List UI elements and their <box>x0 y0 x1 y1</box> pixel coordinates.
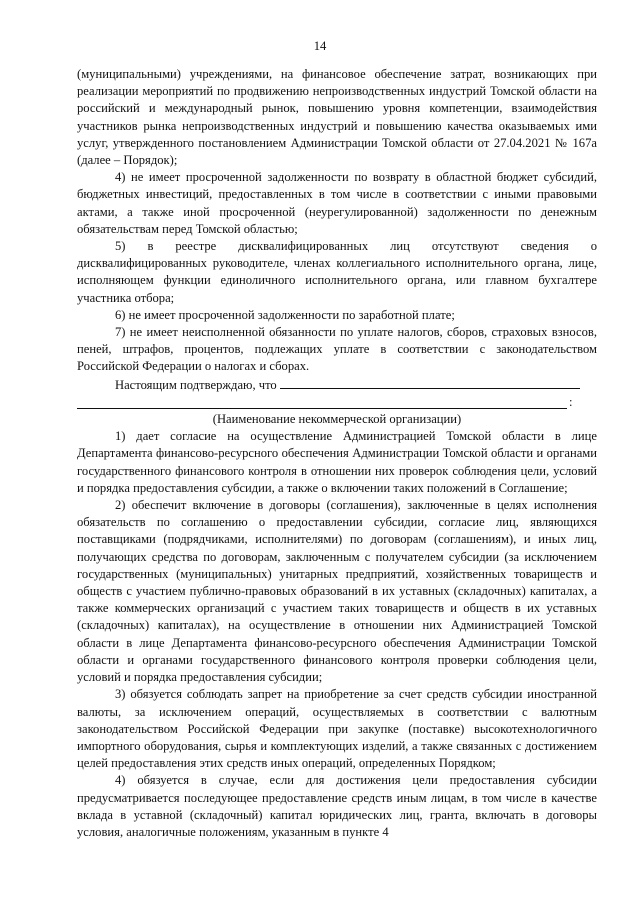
organization-name-blank[interactable] <box>280 376 580 389</box>
paragraph-porядок-reference: (муниципальными) учреждениями, на финансовое обеспечение затрат, возникающих при реализации мероприятий по продвижению непроизводственных индустрий Томской области на российский и международный рынок, повышению уровня компетенции, взаимодействия участников рынка непроизводственных индустрий и повышению качества оказываемых ими услуг, утвержденного постановлением Администрации Томской области от 27.04.2021 № 167а (далее – Порядок); <box>77 67 597 168</box>
blank-colon: : <box>569 394 573 409</box>
paragraph-consent-1: 1) дает согласие на осуществление Администрацией Томской области в лице Департамента финансово-ресурсного обеспечения Администрации Томской области и органами государственного финансового контроля в отношении них проверок соблюдения цели, условий и порядка предоставления субсидии, а также о включении таких положений в Соглашение; <box>77 429 597 495</box>
document-body <box>77 66 597 841</box>
paragraph-item-7-taxes: 7) не имеет неисполненной обязанности по уплате налогов, сборов, страховых взносов, пеней, штрафов, процентов, подлежащих уплате в соответствии с законодательством Российской Федерации о налогах и сборах. <box>77 325 597 374</box>
confirmation-lead-text: Настоящим подтверждаю, что <box>115 377 277 392</box>
paragraph-item-6-salary: 6) не имеет просроченной задолженности по заработной плате; <box>115 307 455 322</box>
confirmation-line <box>77 376 597 394</box>
organization-name-caption: (Наименование некоммерческой организации) <box>212 412 462 427</box>
organization-name-blank-rule[interactable] <box>77 408 567 409</box>
paragraph-consent-4: 4) обязуется в случае, если для достижения цели предоставления субсидии предусматривается последующее предоставление средств иным лицам, в том числе в качестве вклада в уставной (складочный) капитал юридических лиц, гранта, включать в договоры условия, аналогичные положениям, указанным в пункте 4 <box>77 773 597 839</box>
paragraph-item-4-debt: 4) не имеет просроченной задолженности по возврату в областной бюджет субсидий, бюджетных инвестиций, предоставленных в том числе в соответствии с иными правовыми актами, а также иной просроченной (неурегулированной) задолженности по денежным обязательствам перед Томской областью; <box>77 170 597 236</box>
page-number: 14 <box>313 39 327 53</box>
paragraph-item-5-disqualified: 5) в реестре дисквалифицированных лиц отсутствуют сведения о дисквалифицированных руководителе, членах коллегиального исполнительного органа, лице, исполняющем функции единоличного исполнительного органа, или главном бухгалтере участника отбора; <box>77 239 597 305</box>
paragraph-consent-2: 2) обеспечит включение в договоры (соглашения), заключенные в целях исполнения обязательств по соглашению о предоставлении субсидии, согласие лиц, являющихся поставщиками (подрядчиками, исполнителями) по договорам (соглашениям), и иных лиц, получающих средства по договорам, заключенным с получателем субсидии (за исключением государственных (муниципальных) унитарных предприятий, хозяйственных товариществ и обществ с участием публично-правовых образований в их уставных (складочных) капиталах, а также коммерческих организаций с участием таких товариществ и обществ в их уставных (складочных) капиталах), на осуществление в отношении них Администрацией Томской области в лице Департамента финансово-ресурсного обеспечения Администрации Томской области и органами государственного финансового контроля проверки соблюдения цели, условий и порядка предоставления субсидии; <box>77 498 597 685</box>
organization-name-blank-row <box>77 394 597 411</box>
paragraph-consent-3: 3) обязуется соблюдать запрет на приобретение за счет средств субсидии иностранной валюты, за исключением операций, осуществляемых в соответствии с валютным законодательством Российской Федерации при закупке (поставке) высокотехнологичного импортного оборудования, сырья и комплектующих изделий, а также связанных с достижением целей предоставления этих средств иных операций, определенных Порядком; <box>77 687 597 771</box>
